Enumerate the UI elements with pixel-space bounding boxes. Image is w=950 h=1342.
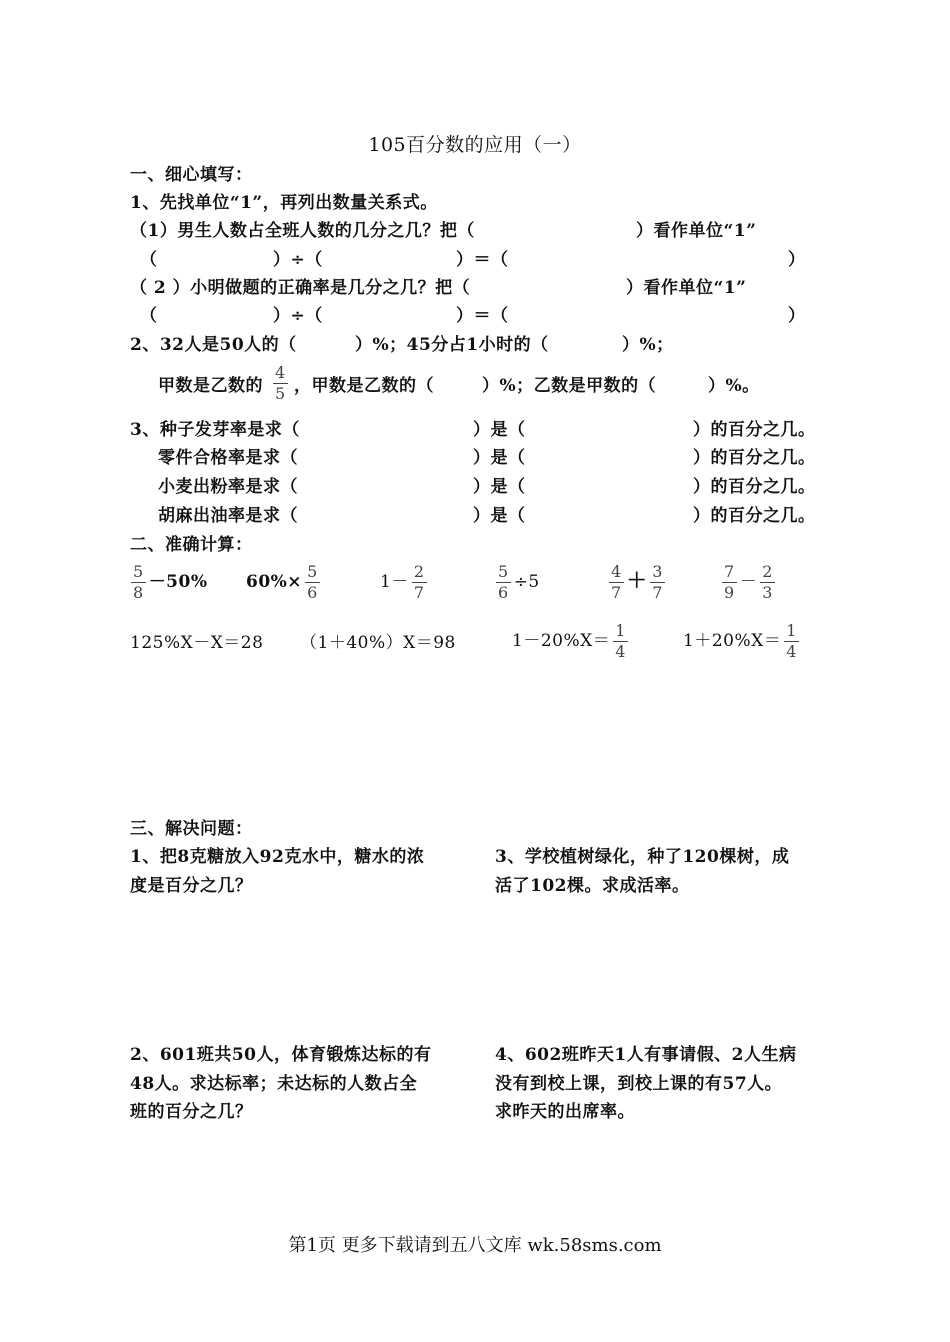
problem-4-line-2: 没有到校上课，到校上课的有57人。 bbox=[495, 1074, 783, 1094]
q1-p2-eq-close: ） bbox=[788, 306, 806, 326]
equation-3 bbox=[512, 622, 631, 661]
q3-row-1-c: ）的百分之几。 bbox=[693, 420, 816, 440]
q2-line2-c: ）%；乙数是甲数的（ bbox=[482, 376, 657, 396]
fraction-numerator: 5 bbox=[133, 562, 144, 581]
section-heading-2: 二、准确计算： bbox=[130, 535, 253, 555]
q3-row-2-a: 零件合格率是求（ bbox=[158, 448, 298, 468]
q2-line2-pre: 甲数是乙数的 bbox=[158, 376, 263, 396]
problem-4-line-3: 求昨天的出席率。 bbox=[495, 1102, 635, 1122]
q1-p2-text: （ 2 ）小明做题的正确率是几分之几？把（ bbox=[130, 278, 471, 298]
fraction-denominator: 6 bbox=[498, 583, 509, 602]
section-heading-1: 一、细心填写： bbox=[130, 165, 253, 185]
fraction-denominator: 7 bbox=[652, 583, 663, 602]
problem-3-line-1: 3、学校植树绿化，种了120棵树，成 bbox=[495, 847, 790, 867]
problem-2-line-3: 班的百分之几？ bbox=[130, 1102, 253, 1122]
q2-fraction bbox=[270, 364, 291, 403]
q1-p1-unit: ）看作单位“1” bbox=[636, 221, 757, 241]
fraction-numerator: 4 bbox=[275, 363, 286, 382]
page-footer: 第1页 更多下载请到五八文库 wk.58sms.com bbox=[288, 1235, 662, 1256]
problem-2-line-1: 2、601班共50人，体育锻炼达标的有 bbox=[130, 1045, 432, 1065]
fraction-denominator: 7 bbox=[413, 583, 425, 602]
q2-line2-b: ，甲数是乙数的（ bbox=[294, 376, 434, 396]
fraction-numerator: 5 bbox=[498, 562, 509, 581]
calc-item-2 bbox=[246, 563, 323, 602]
calc-item-1 bbox=[128, 563, 208, 602]
calc-text: －50% bbox=[148, 572, 208, 592]
fraction-numerator: 7 bbox=[724, 562, 735, 581]
q3-row-3-a: 小麦出粉率是求（ bbox=[158, 477, 298, 497]
fraction-denominator: 4 bbox=[786, 642, 797, 661]
q1-p2-eq-equals: ）＝（ bbox=[456, 306, 509, 326]
q3-row-4-c: ）的百分之几。 bbox=[693, 506, 816, 526]
question-1-stem: 1、先找单位“1”，再列出数量关系式。 bbox=[130, 193, 438, 213]
q1-p2-unit: ）看作单位“1” bbox=[626, 278, 747, 298]
calc-text: 1＋20%X＝ bbox=[683, 631, 782, 651]
calc-text: ÷5 bbox=[513, 572, 540, 592]
q3-row-1-b: ）是（ bbox=[473, 420, 526, 440]
q2-line1-b: ）%；45分占1小时的（ bbox=[355, 335, 549, 355]
fraction-numerator: 2 bbox=[762, 562, 773, 581]
problem-1-line-1: 1、把8克糖放入92克水中，糖水的浓 bbox=[130, 847, 425, 867]
q3-row-2-b: ）是（ bbox=[473, 448, 526, 468]
q3-row-1-a: 3、种子发芽率是求（ bbox=[130, 420, 300, 440]
calc-text: 60%× bbox=[246, 572, 303, 592]
q3-row-4-a: 胡麻出油率是求（ bbox=[158, 506, 298, 526]
q1-p2-eq-div: ）÷（ bbox=[273, 306, 323, 326]
fraction-denominator: 7 bbox=[611, 583, 622, 602]
fraction-numerator: 3 bbox=[652, 562, 663, 581]
problem-2-line-2: 48人。求达标率；未达标的人数占全 bbox=[130, 1074, 418, 1094]
problem-3-line-2: 活了102棵。求成活率。 bbox=[495, 876, 690, 896]
page-title: 105百分数的应用（一） bbox=[368, 134, 582, 156]
fraction-denominator: 4 bbox=[615, 642, 626, 661]
q2-line2-d: ）%。 bbox=[708, 376, 760, 396]
calc-operator: － bbox=[739, 572, 758, 592]
problem-1-line-2: 度是百分之几？ bbox=[130, 876, 253, 896]
q3-row-3-c: ）的百分之几。 bbox=[693, 477, 816, 497]
fraction-numerator: 5 bbox=[307, 562, 318, 581]
q2-line1-c: ）%； bbox=[622, 335, 674, 355]
fraction-numerator: 2 bbox=[413, 562, 425, 581]
q2-line1-a: 2、32人是50人的（ bbox=[130, 335, 297, 355]
equation-2: （1＋40%）X＝98 bbox=[300, 633, 456, 653]
fraction-numerator: 1 bbox=[786, 621, 797, 640]
q1-p1-eq-div: ）÷（ bbox=[273, 250, 323, 270]
q1-p1-text: （1）男生人数占全班人数的几分之几？把（ bbox=[130, 221, 475, 241]
calc-text: 1－20%X＝ bbox=[512, 631, 611, 651]
fraction-denominator: 5 bbox=[275, 384, 286, 403]
problem-4-line-1: 4、602班昨天1人有事请假、2人生病 bbox=[495, 1045, 797, 1065]
equation-4 bbox=[683, 622, 802, 661]
fraction-denominator: 9 bbox=[724, 583, 735, 602]
calc-item-3 bbox=[380, 563, 430, 602]
fraction-denominator: 3 bbox=[762, 583, 773, 602]
q1-p1-eq-equals: ）＝（ bbox=[456, 250, 509, 270]
fraction-numerator: 1 bbox=[615, 621, 626, 640]
calc-item-5 bbox=[606, 563, 668, 602]
q3-row-3-b: ）是（ bbox=[473, 477, 526, 497]
calc-item-4 bbox=[493, 563, 540, 602]
q1-p1-eq-open: （ bbox=[140, 250, 158, 270]
q1-p2-eq-open: （ bbox=[140, 306, 158, 326]
q1-p1-eq-close: ） bbox=[788, 250, 806, 270]
calc-operator: ＋ bbox=[626, 568, 648, 592]
q3-row-4-b: ）是（ bbox=[473, 506, 526, 526]
fraction-numerator: 4 bbox=[611, 562, 622, 581]
equation-1: 125%X－X＝28 bbox=[130, 633, 264, 653]
fraction-denominator: 8 bbox=[133, 583, 144, 602]
q3-row-2-c: ）的百分之几。 bbox=[693, 448, 816, 468]
calc-text: 1－ bbox=[380, 572, 409, 592]
section-heading-3: 三、解决问题： bbox=[130, 819, 253, 839]
fraction-denominator: 6 bbox=[307, 583, 318, 602]
calc-item-6 bbox=[719, 563, 778, 602]
